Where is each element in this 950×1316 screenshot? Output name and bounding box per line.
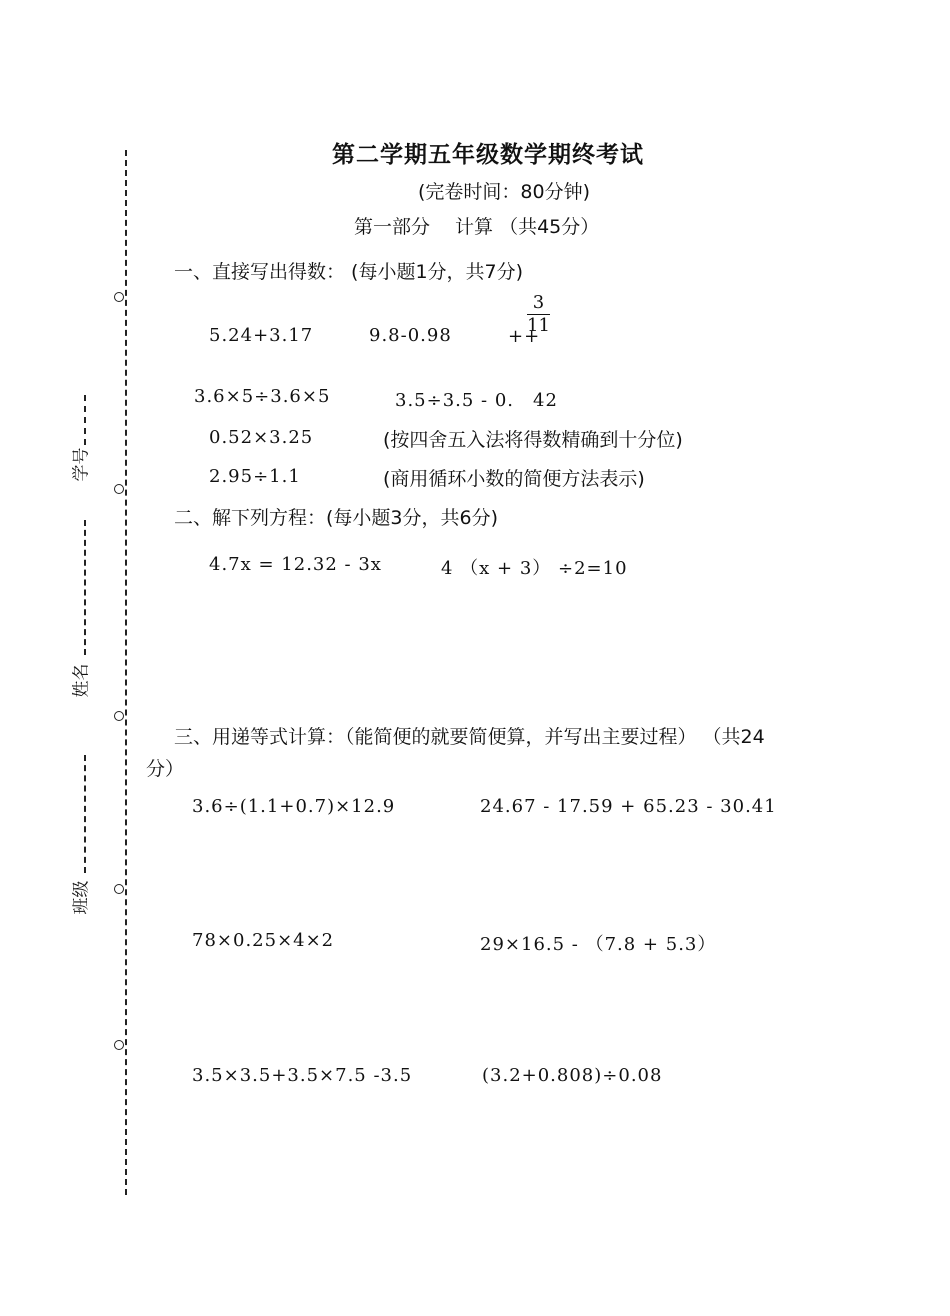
calc-item: 29×16.5 - （7.8 + 5.3） xyxy=(480,934,717,955)
problem-item: 0.52×3.25 xyxy=(209,427,314,448)
fraction-denominator: 11 xyxy=(527,315,550,336)
equation-item: 4.7x = 12.32 - 3x xyxy=(209,554,382,575)
problem-item: 9.8-0.98 xyxy=(369,325,452,346)
problem-item: 3.5÷3.5 - 0. 42 xyxy=(395,390,558,411)
problem-item: 5.24+3.17 xyxy=(209,325,314,346)
section3-heading: 三、用递等式计算：（能简便的就要简便算，并写出主要过程） （共24 xyxy=(174,726,765,748)
calc-item: 78×0.25×4×2 xyxy=(192,930,335,951)
section2-heading: 二、解下列方程：(每小题3分，共6分) xyxy=(174,507,499,529)
binding-hole-icon xyxy=(114,884,124,894)
class-label: 班级 xyxy=(71,880,92,915)
binding-hole-icon xyxy=(114,1040,124,1050)
calc-item: 3.5×3.5+3.5×7.5 -3.5 xyxy=(192,1065,413,1086)
problem-item: ++ xyxy=(508,326,541,347)
name-label: 姓名 xyxy=(71,663,92,698)
calc-item: 24.67 - 17.59 + 65.23 - 30.41 xyxy=(480,796,777,817)
problem-note: (按四舍五入法将得数精确到十分位) xyxy=(383,429,683,451)
name-fill-line xyxy=(84,520,86,655)
class-fill-line xyxy=(84,755,86,873)
page-title: 第二学期五年级数学期终考试 xyxy=(332,142,644,168)
binding-dashed-line xyxy=(125,150,127,1195)
calc-item: (3.2+0.808)÷0.08 xyxy=(482,1065,663,1086)
section3-heading-cont: 分） xyxy=(146,758,185,780)
fraction-numerator: 3 xyxy=(527,292,550,315)
fraction xyxy=(527,292,550,337)
binding-hole-icon xyxy=(114,484,124,494)
binding-hole-icon xyxy=(114,711,124,721)
student-id-fill-line xyxy=(84,395,86,445)
problem-note: (商用循环小数的简便方法表示) xyxy=(383,468,645,490)
equation-item: 4 （x + 3） ÷2=10 xyxy=(441,558,628,579)
binding-hole-icon xyxy=(114,292,124,302)
problem-item: 2.95÷1.1 xyxy=(209,466,301,487)
part-heading: 第一部分 计算 （共45分） xyxy=(354,216,600,238)
section1-heading: 一、直接写出得数： (每小题1分，共7分) xyxy=(174,261,524,283)
calc-item: 3.6÷(1.1+0.7)×12.9 xyxy=(192,796,396,817)
problem-item: 3.6×5÷3.6×5 xyxy=(194,386,331,407)
exam-time: (完卷时间：80分钟) xyxy=(418,181,591,203)
student-id-label: 学号 xyxy=(71,447,92,482)
